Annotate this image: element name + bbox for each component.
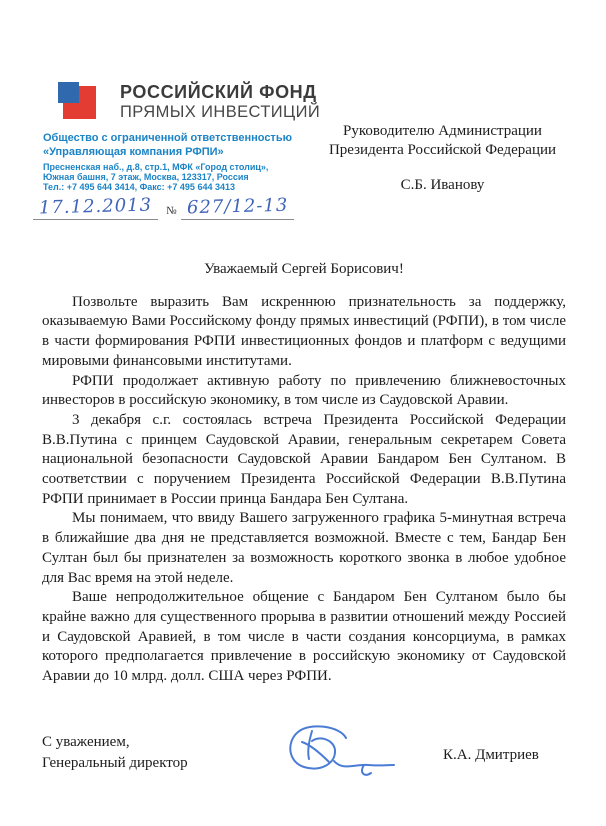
body-paragraph: Ваше непродолжительное общение с Бандаром Бен Султаном было бы крайне важно для существенного прорыва в развитии отношений между Россией и Саудовской Аравией, в том числе в части создания консорциума, в рамках которого предполагается привлечение в российскую экономику от Саудовской Аравии до 10 млрд. долл. США через РФПИ.: [42, 589, 566, 685]
logo-blue-square: [58, 82, 79, 103]
company-name-line1: Общество с ограниченной ответственностью: [43, 132, 292, 144]
closing-line1: С уважением,: [42, 734, 130, 750]
logo-title-line2: ПРЯМЫХ ИНВЕСТИЦИЙ: [120, 102, 321, 121]
body-paragraph: Мы понимаем, что ввиду Вашего загруженного графика 5-минутная встреча в ближайшие два дня не представляется возможной. Вместе с тем, Бандар Бен Султан был бы признателен за возможность короткого звонка в любое удобное для Вас время на этой неделе.: [42, 510, 566, 586]
logo-title-line1: РОССИЙСКИЙ ФОНД: [120, 82, 317, 102]
addressee-block: [305, 122, 580, 195]
salutation: Уважаемый Сергей Борисович!: [204, 261, 404, 277]
body-paragraph: Позвольте выразить Вам искреннюю признательность за поддержку, оказываемую Вами Российскому фонду прямых инвестиций (РФПИ), в том числе в части формирования РФПИ инвестиционных фондов и платформ с ведущими мировыми финансовыми институтами.: [42, 293, 566, 369]
handwritten-signature-icon: [268, 720, 398, 788]
company-contacts: Тел.: +7 495 644 3414, Факс: +7 495 644 3413: [43, 182, 235, 192]
handwritten-number: 627/12-13: [186, 194, 289, 219]
handwritten-date: 17.12.2013: [38, 194, 153, 219]
letter-body: [42, 260, 566, 687]
body-paragraphs: [42, 293, 566, 687]
closing-line2: Генеральный директор: [42, 755, 188, 771]
rdif-logo-icon: [57, 81, 97, 121]
numero-sign: №: [166, 205, 177, 217]
addressee-line2: Президента Российской Федерации: [328, 141, 557, 158]
number-field: [181, 196, 294, 220]
company-name-line2: «Управляющая компания РФПИ»: [43, 146, 224, 158]
addressee-name: С.Б. Иванову: [400, 177, 485, 193]
body-paragraph: РФПИ продолжает активную работу по привлечению ближневосточных инвесторов в российскую экономику, в том числе из Саудовской Аравии.: [42, 372, 566, 409]
reference-line: [33, 196, 294, 220]
company-address-line1: Пресненская наб., д.8, стр.1, МФК «Город столиц»,: [43, 162, 269, 172]
addressee-line1: Руководителю Администрации: [343, 123, 542, 139]
body-paragraph: 3 декабря с.г. состоялась встреча Президента Российской Федерации В.В.Путина с принцем Саудовской Аравии, генеральным секретарем Совета национальной безопасности Саудовской Аравии Бандаром Бен Султаном. В соответствии с поручением Президента Российской Федерации В.В.Путина РФПИ принимает в России принца Бандара Бен Султана.: [42, 411, 566, 507]
company-address-line2: Южная башня, 7 этаж, Москва, 123317, Россия: [43, 172, 249, 182]
closing-block: [42, 732, 188, 774]
company-info-block: [43, 131, 292, 192]
rdif-logo-title: [120, 83, 320, 121]
date-field: [33, 196, 158, 220]
signer-name: К.А. Дмитриев: [443, 747, 539, 763]
